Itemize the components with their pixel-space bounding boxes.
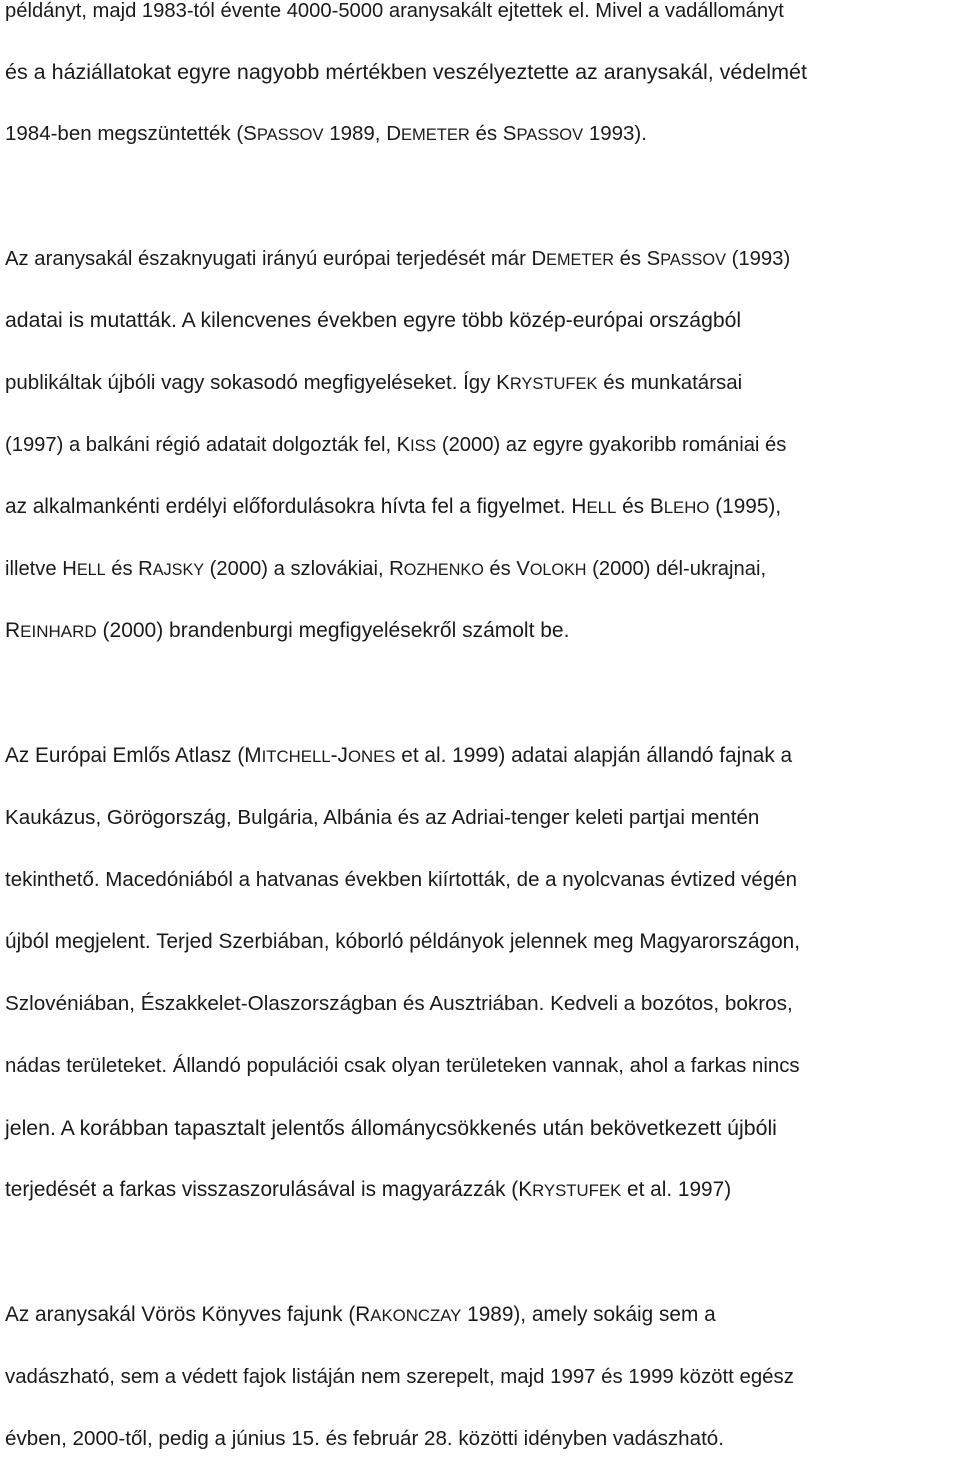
text-line: Az aranysakál északnyugati irányú európai terjedését már DEMETER és SPASSOV (1993) [5, 248, 791, 270]
text-line: adatai is mutatták. A kilencvenes években egyre több közép-európai országból [5, 309, 742, 332]
text-line: terjedését a farkas visszaszorulásával is magyarázzák (KRYSTUFEK et al. 1997) [5, 1178, 732, 1201]
text-line: illetve HELL és RAJSKY (2000) a szlovákiai, ROZHENKO és VOLOKH (2000) dél-ukrajnai, [5, 558, 767, 580]
text-line: példányt, majd 1983-tól évente 4000-5000 aranysakált ejtettek el. Mivel a vadállományt [5, 0, 784, 22]
text-line: újból megjelent. Terjed Szerbiában, kóborló példányok jelennek meg Magyarországon, [5, 930, 801, 953]
text-line: (1997) a balkáni régió adatait dolgozták fel, KISS (2000) az egyre gyakoribb romániai és [5, 434, 787, 456]
text-line: REINHARD (2000) brandenburgi megfigyelésekről számolt be. [5, 619, 570, 642]
text-line: 1984-ben megszüntették (SPASSOV 1989, DEMETER és SPASSOV 1993). [5, 122, 647, 145]
text-line: jelen. A korábban tapasztalt jelentős állománycsökkenés után bekövetkezett újbóli [5, 1116, 777, 1140]
text-line: publikáltak újbóli vagy sokasodó megfigyeléseket. Így KRYSTUFEK és munkatársai [5, 371, 743, 394]
text-line: Az Európai Emlős Atlasz (MITCHELL-JONES et al. 1999) adatai alapján állandó fajnak a [5, 744, 793, 767]
text-line: Szlovéniában, Északkelet-Olaszországban és Ausztriában. Kedveli a bozótos, bokros, [5, 992, 793, 1015]
text-line: tekinthető. Macedóniából a hatvanas években kiírtották, de a nyolcvanas évtized végén [5, 868, 798, 891]
text-line: az alkalmankénti erdélyi előfordulásokra hívta fel a figyelmet. HELL és BLEHO (1995), [5, 495, 782, 518]
text-line: Kaukázus, Görögország, Bulgária, Albánia és az Adriai-tenger keleti partjai mentén [5, 806, 760, 829]
text-line: vadászható, sem a védett fajok listáján nem szerepelt, majd 1997 és 1999 között egész [5, 1366, 794, 1388]
text-line: Az aranysakál Vörös Könyves fajunk (RAKONCZAY 1989), amely sokáig sem a [5, 1303, 716, 1326]
text-line: évben, 2000-től, pedig a június 15. és február 28. közötti idényben vadászható. [5, 1427, 724, 1450]
text-line: és a háziállatokat egyre nagyobb mértékben veszélyeztette az aranysakál, védelmét [5, 60, 807, 84]
text-line: nádas területeket. Állandó populációi csak olyan területeken vannak, ahol a farkas nincs [5, 1055, 800, 1077]
